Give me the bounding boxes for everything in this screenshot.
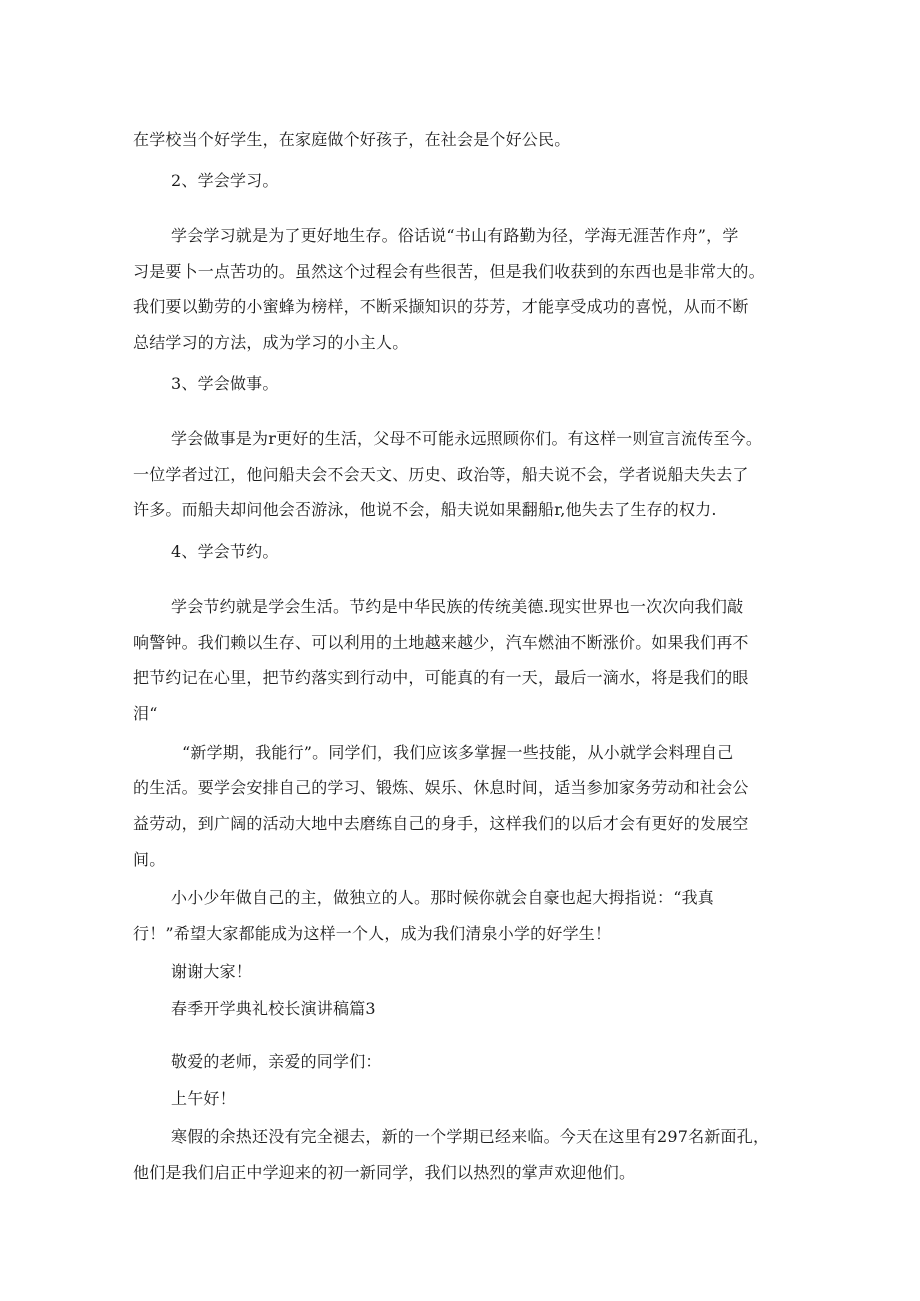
paragraph-line: 许多。而船夫却问他会否游泳，他说不会，船夫说如果翻船r,他失去了生存的权力.	[133, 500, 717, 519]
paragraph-line: 总结学习的方法，成为学习的小主人。	[133, 333, 409, 352]
paragraph-line: 把节约记在心里，把节约落实到行动中，可能真的有一天，最后一滴水，将是我们的眼	[133, 668, 749, 687]
section-heading: 4、学会节约。	[171, 542, 279, 561]
paragraph-line: 他们是我们启正中学迎来的初一新同学，我们以热烈的掌声欢迎他们。	[133, 1163, 636, 1182]
paragraph-line: 学会节约就是学会生活。节约是中华民族的传统美德.现实世界也一次次向我们敲	[171, 597, 744, 616]
paragraph-line: 习是要卜一点苦功的。虽然这个过程会有些很苦，但是我们收获到的东西也是非常大的。	[133, 262, 765, 281]
salutation: 敬爱的老师，亲爱的同学们：	[171, 1052, 382, 1071]
paragraph-line: “新学期，我能行”。同学们，我们应该多掌握一些技能，从小就学会料理自己	[182, 743, 734, 762]
paragraph-line: 我们要以勤劳的小蜜蜂为榜样，不断采撷知识的芬芳，才能享受成功的喜悦，从而不断	[133, 297, 749, 316]
paragraph-line: 一位学者过江，他问船夫会不会天文、历史、政治等，船夫说不会，学者说船夫失去了	[133, 465, 749, 484]
paragraph-line: 在学校当个好学生，在家庭做个好孩子，在社会是个好公民。	[133, 130, 571, 149]
section-heading: 3、学会做事。	[171, 374, 279, 393]
paragraph-line: 寒假的余热还没有完全褪去，新的一个学期已经来临。今天在这里有297名新面孔，	[171, 1127, 770, 1146]
paragraph-line: 响警钟。我们赖以生存、可以利用的土地越来越少，汽车燃油不断涨价。如果我们再不	[133, 633, 749, 652]
paragraph-line: 间。	[133, 850, 166, 869]
paragraph-line: 的生活。要学会安排自己的学习、锻炼、娱乐、休息时间，适当参加家务劳动和社会公	[133, 778, 749, 797]
article-title: 春季开学典礼校长演讲稿篇3	[171, 999, 376, 1018]
paragraph-line: 学会做事是为r更好的生活，父母不可能永远照顾你们。有这样一则宣言流传至今。	[171, 429, 763, 448]
section-heading: 2、学会学习。	[171, 171, 279, 190]
paragraph-line: 行！”希望大家都能成为这样一个人，成为我们清泉小学的好学生！	[133, 924, 612, 943]
paragraph-line: 泪“	[133, 704, 158, 723]
paragraph-line: 小小少年做自己的主，做独立的人。那时候你就会自豪也起大拇指说：“我真	[171, 888, 714, 907]
greeting: 上午好！	[171, 1089, 236, 1108]
paragraph-line: 学会学习就是为了更好地生存。俗话说“书山有路勤为径，学海无涯苦作舟”，学	[171, 226, 739, 245]
closing-line: 谢谢大家！	[171, 962, 253, 981]
paragraph-line: 益劳动，到广阔的活动大地中去磨练自己的身手，这样我们的以后才会有更好的发展空	[133, 814, 749, 833]
